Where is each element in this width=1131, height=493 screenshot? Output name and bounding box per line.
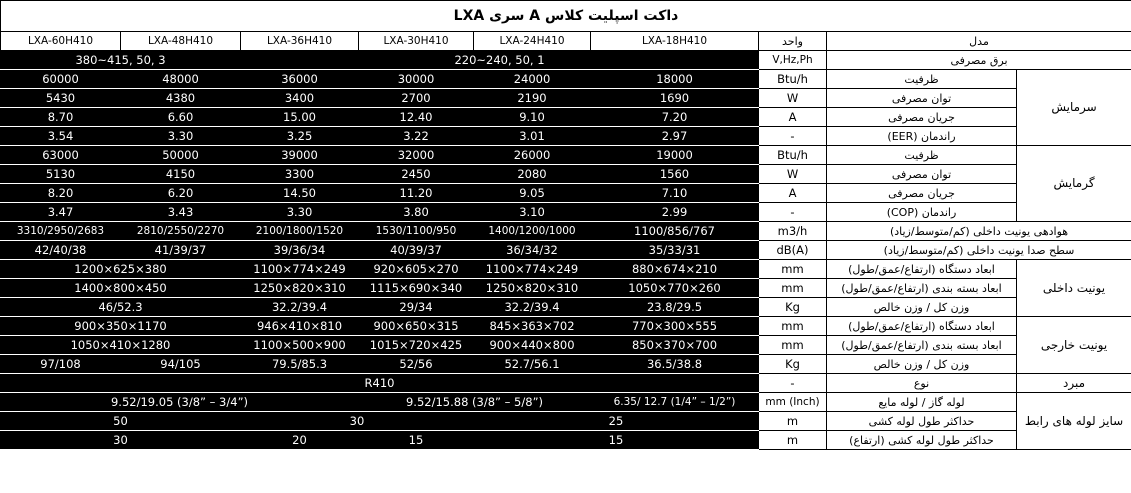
value-cell: 15 <box>474 431 759 450</box>
value-cell: 1100×774×249 <box>241 260 359 279</box>
value-cell: 11.20 <box>359 184 474 203</box>
value-cell: 850×370×700 <box>591 336 759 355</box>
value-cell: 3.01 <box>474 127 591 146</box>
unit-cell: V,Hz,Ph <box>759 51 827 70</box>
value-cell: 26000 <box>474 146 591 165</box>
value-cell: 1050×770×260 <box>591 279 759 298</box>
value-cell: R410 <box>1 374 759 393</box>
value-cell: 20 <box>241 431 359 450</box>
value-cell: 1115×690×340 <box>359 279 474 298</box>
value-cell: 7.20 <box>591 108 759 127</box>
value-cell: 2080 <box>474 165 591 184</box>
row-label: ظرفیت <box>827 70 1017 89</box>
value-cell: 36000 <box>241 70 359 89</box>
value-cell: 900×440×800 <box>474 336 591 355</box>
value-cell: 30000 <box>359 70 474 89</box>
value-cell: 1100×774×249 <box>474 260 591 279</box>
unit-cell: - <box>759 127 827 146</box>
indoor-row <box>1 279 1131 298</box>
value-cell: 35/33/31 <box>591 241 759 260</box>
cooling-row <box>1 89 1131 108</box>
power-value: 380~415, 50, 3 <box>1 51 241 70</box>
value-cell: 9.05 <box>474 184 591 203</box>
value-cell: 25 <box>474 412 759 431</box>
unit-cell: dB(A) <box>759 241 827 260</box>
model-name: LXA-48H410 <box>121 32 241 51</box>
value-cell: 900×650×315 <box>359 317 474 336</box>
row-label: حداکثر طول لوله کشی (ارتفاع) <box>827 431 1017 450</box>
value-cell: 1530/1100/950 <box>359 222 474 241</box>
row-label: ابعاد بسته بندی (ارتفاع/عمق/طول) <box>827 336 1017 355</box>
value-cell: 9.10 <box>474 108 591 127</box>
value-cell: 900×350×1170 <box>1 317 241 336</box>
value-cell: 3.43 <box>121 203 241 222</box>
value-cell: 18000 <box>591 70 759 89</box>
model-name: LXA-30H410 <box>359 32 474 51</box>
value-cell: 2.99 <box>591 203 759 222</box>
unit-cell: mm <box>759 336 827 355</box>
value-cell: 1050×410×1280 <box>1 336 241 355</box>
cooling-row <box>1 70 1131 89</box>
row-label: حداکثر طول لوله کشی <box>827 412 1017 431</box>
row-label: ابعاد دستگاه (ارتفاع/عمق/طول) <box>827 260 1017 279</box>
value-cell: 41/39/37 <box>121 241 241 260</box>
value-cell: 32.2/39.4 <box>241 298 359 317</box>
value-cell: 12.40 <box>359 108 474 127</box>
value-cell: 5130 <box>1 165 121 184</box>
value-cell: 7.10 <box>591 184 759 203</box>
row-label: سطح صدا یونیت داخلی (کم/متوسط/زیاد) <box>827 241 1131 260</box>
row-label: جریان مصرفی <box>827 108 1017 127</box>
unit-cell: mm <box>759 279 827 298</box>
value-cell: 79.5/85.3 <box>241 355 359 374</box>
row-label: وزن کل / وزن خالص <box>827 298 1017 317</box>
value-cell: 32000 <box>359 146 474 165</box>
value-cell: 2450 <box>359 165 474 184</box>
value-cell: 1690 <box>591 89 759 108</box>
unit-cell: W <box>759 165 827 184</box>
value-cell: 8.20 <box>1 184 121 203</box>
value-cell: 97/108 <box>1 355 121 374</box>
indoor-row <box>1 260 1131 279</box>
value-cell: 3.22 <box>359 127 474 146</box>
model-name: LXA-60H410 <box>1 32 121 51</box>
value-cell: 1200×625×380 <box>1 260 241 279</box>
unit-cell: Kg <box>759 298 827 317</box>
value-cell: 920×605×270 <box>359 260 474 279</box>
value-cell: 3.54 <box>1 127 121 146</box>
value-cell: 15.00 <box>241 108 359 127</box>
value-cell: 5430 <box>1 89 121 108</box>
value-cell: 3.25 <box>241 127 359 146</box>
outdoor-row <box>1 317 1131 336</box>
value-cell: 8.70 <box>1 108 121 127</box>
row-label: جریان مصرفی <box>827 184 1017 203</box>
value-cell: 39/36/34 <box>241 241 359 260</box>
value-cell: 29/34 <box>359 298 474 317</box>
unit-cell: W <box>759 89 827 108</box>
value-cell: 3400 <box>241 89 359 108</box>
unit-cell: m <box>759 431 827 450</box>
group-label: سرمایش <box>1017 70 1131 146</box>
row-label: توان مصرفی <box>827 89 1017 108</box>
row-label: برق مصرفی <box>827 51 1131 70</box>
value-cell: 30 <box>1 431 241 450</box>
value-cell: 3.10 <box>474 203 591 222</box>
value-cell: 9.52/19.05 (3/8” – 3/4”) <box>1 393 359 412</box>
piping-row <box>1 431 1131 450</box>
outdoor-row <box>1 336 1131 355</box>
power-row <box>1 51 1131 70</box>
value-cell: 36.5/38.8 <box>591 355 759 374</box>
title-row <box>1 1 1131 32</box>
value-cell: 36/34/32 <box>474 241 591 260</box>
value-cell: 6.20 <box>121 184 241 203</box>
unit-cell: Btu/h <box>759 70 827 89</box>
value-cell: 1015×720×425 <box>359 336 474 355</box>
cooling-row <box>1 127 1131 146</box>
unit-cell: mm (Inch) <box>759 393 827 412</box>
unit-header: واحد <box>759 32 827 51</box>
heating-row <box>1 203 1131 222</box>
outdoor-row <box>1 355 1131 374</box>
group-label: مبرد <box>1017 374 1131 393</box>
value-cell: 4380 <box>121 89 241 108</box>
value-cell: 42/40/38 <box>1 241 121 260</box>
value-cell: 50 <box>1 412 241 431</box>
value-cell: 46/52.3 <box>1 298 241 317</box>
row-label: وزن کل / وزن خالص <box>827 355 1017 374</box>
model-header: مدل <box>827 32 1131 51</box>
unit-cell: mm <box>759 317 827 336</box>
value-cell: 23.8/29.5 <box>591 298 759 317</box>
indoor-row <box>1 298 1131 317</box>
value-cell: 3300 <box>241 165 359 184</box>
row-label: ابعاد دستگاه (ارتفاع/عمق/طول) <box>827 317 1017 336</box>
value-cell: 14.50 <box>241 184 359 203</box>
value-cell: 845×363×702 <box>474 317 591 336</box>
value-cell: 3.80 <box>359 203 474 222</box>
unit-cell: Btu/h <box>759 146 827 165</box>
value-cell: 6.60 <box>121 108 241 127</box>
value-cell: 40/39/37 <box>359 241 474 260</box>
heating-row <box>1 146 1131 165</box>
heating-row <box>1 165 1131 184</box>
value-cell: 1400×800×450 <box>1 279 241 298</box>
value-cell: 50000 <box>121 146 241 165</box>
value-cell: 3.47 <box>1 203 121 222</box>
value-cell: 946×410×810 <box>241 317 359 336</box>
row-label: نوع <box>827 374 1017 393</box>
value-cell: 63000 <box>1 146 121 165</box>
unit-cell: - <box>759 203 827 222</box>
model-name: LXA-24H410 <box>474 32 591 51</box>
unit-cell: - <box>759 374 827 393</box>
value-cell: 880×674×210 <box>591 260 759 279</box>
heating-row <box>1 184 1131 203</box>
value-cell: 3.30 <box>121 127 241 146</box>
value-cell: 9.52/15.88 (3/8” – 5/8”) <box>359 393 591 412</box>
value-cell: 24000 <box>474 70 591 89</box>
unit-cell: A <box>759 184 827 203</box>
piping-row <box>1 412 1131 431</box>
value-cell: 2700 <box>359 89 474 108</box>
value-cell: 32.2/39.4 <box>474 298 591 317</box>
value-cell: 19000 <box>591 146 759 165</box>
value-cell: 52.7/56.1 <box>474 355 591 374</box>
power-value: 220~240, 50, 1 <box>241 51 759 70</box>
unit-cell: mm <box>759 260 827 279</box>
value-cell: 48000 <box>121 70 241 89</box>
value-cell: 1100/856/767 <box>591 222 759 241</box>
unit-cell: m3/h <box>759 222 827 241</box>
group-label: سایز لوله های رابط <box>1017 393 1131 450</box>
refrigerant-row <box>1 374 1131 393</box>
page-title: داکت اسپلیت کلاس A سری LXA <box>1 1 1131 32</box>
value-cell: 1250×820×310 <box>474 279 591 298</box>
value-cell: 39000 <box>241 146 359 165</box>
unit-cell: A <box>759 108 827 127</box>
value-cell: 30 <box>241 412 474 431</box>
piping-row <box>1 393 1131 412</box>
value-cell: 1400/1200/1000 <box>474 222 591 241</box>
airflow-row <box>1 222 1131 241</box>
unit-cell: m <box>759 412 827 431</box>
row-label: ظرفیت <box>827 146 1017 165</box>
value-cell: 2810/2550/2270 <box>121 222 241 241</box>
value-cell: 4150 <box>121 165 241 184</box>
value-cell: 52/56 <box>359 355 474 374</box>
value-cell: 2100/1800/1520 <box>241 222 359 241</box>
value-cell: 770×300×555 <box>591 317 759 336</box>
row-label: راندمان (EER) <box>827 127 1017 146</box>
value-cell: 3.30 <box>241 203 359 222</box>
value-cell: 60000 <box>1 70 121 89</box>
row-label: توان مصرفی <box>827 165 1017 184</box>
value-cell: 2.97 <box>591 127 759 146</box>
model-name: LXA-36H410 <box>241 32 359 51</box>
cooling-row <box>1 108 1131 127</box>
row-label: هوادهی یونیت داخلی (کم/متوسط/زیاد) <box>827 222 1131 241</box>
value-cell: 1560 <box>591 165 759 184</box>
value-cell: 15 <box>359 431 474 450</box>
group-label: گرمایش <box>1017 146 1131 222</box>
row-label: ابعاد بسته بندی (ارتفاع/عمق/طول) <box>827 279 1017 298</box>
model-name: LXA-18H410 <box>591 32 759 51</box>
value-cell: 1250×820×310 <box>241 279 359 298</box>
noise-row <box>1 241 1131 260</box>
value-cell: 1100×500×900 <box>241 336 359 355</box>
value-cell: 2190 <box>474 89 591 108</box>
value-cell: 6.35/ 12.7 (1/4” – 1/2”) <box>591 393 759 412</box>
row-label: لوله گاز / لوله مایع <box>827 393 1017 412</box>
value-cell: 94/105 <box>121 355 241 374</box>
value-cell: 3310/2950/2683 <box>1 222 121 241</box>
unit-cell: Kg <box>759 355 827 374</box>
model-header-row <box>1 32 1131 51</box>
row-label: راندمان (COP) <box>827 203 1017 222</box>
group-label: یونیت داخلی <box>1017 260 1131 317</box>
group-label: یونیت خارجی <box>1017 317 1131 374</box>
